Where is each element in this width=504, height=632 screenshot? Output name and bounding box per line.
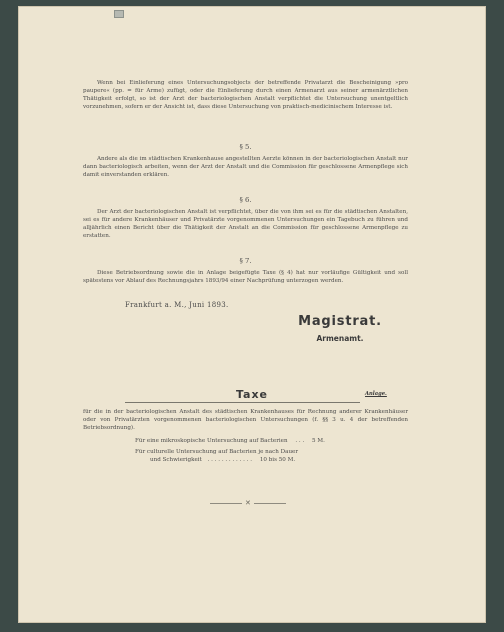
fee-row-microscopic (135, 437, 325, 445)
fee-price: 5 M. (312, 438, 325, 444)
intro-text: Wenn bei Einlieferung eines Untersuchungsobjects der betreffende Privatarzt die Bescheinigung »pro paupere« (pp. = für Arme) zufügt, oder die Einlieferung durch einen Armenarzt aus seiner armenärztlichen Thätigkeit erfolgt, so ist der Arzt der bacteriologischen Anstalt verpflichtet die Untersuchung unentgeltlich vorzunehmen, sofern er der Ansicht ist, dass diese Untersuchung von praktisch-medicinischem Interesse ist. (83, 80, 408, 111)
section-7-paragraph (83, 269, 408, 285)
ornament-line-left (210, 503, 242, 504)
date-line: Frankfurt a. M., Juni 1893. (125, 301, 229, 309)
section-5-paragraph (83, 155, 408, 179)
fee-label: und Schwierigkeit (150, 457, 202, 463)
section-6-paragraph (83, 208, 408, 240)
section-7-heading: § 7. (239, 257, 252, 265)
section-7-text: Diese Betriebsordnung sowie die in Anlage beigefügte Taxe (§ 4) hat nur vorläufige Gültigkeit und soll spätestens vor Ablauf des Rechnungsjahrs 1893/94 einer Nachprüfung unterzogen werden. (83, 270, 408, 285)
signature-title: Magistrat. (298, 314, 382, 329)
signature-subtitle: Armenamt. (316, 334, 364, 343)
section-5-heading: § 5. (239, 143, 252, 151)
ornament-line-right (254, 503, 286, 504)
anlage-label: Anlage. (365, 391, 387, 397)
section-6-heading: § 6. (239, 196, 252, 204)
intro-paragraph (83, 79, 408, 111)
section-5-text: Andere als die im städtischen Krankenhause angestellten Aerzte können in der bacteriologischen Anstalt nur dann bacteriologisch arbeiten, wenn der Arzt der Anstalt und die Commission für geschlossene Armenpflege sich damit einverstanden erklären. (83, 156, 408, 179)
section-6-text: Der Arzt der bacteriologischen Anstalt ist verpflichtet, über die von ihm sei es für die städtischen Anstalten, sei es für andere Krankenhäuser und Privatärzte vorgenommenen Untersuchungen ein Tagebuch zu führen und alljährlich einen Bericht über die Thätigkeit der Anstalt an die Commission für geschlossene Armenpflege zu erstatten. (83, 209, 408, 240)
fee-row-cultural-line1 (135, 448, 298, 456)
taxe-intro: für die in der bacteriologischen Anstalt des städtischen Krankenhauses für Rechnung anderer Krankenhäuser oder von Privatärzten vorgenommenen bacteriologischen Untersuchungen (f. §§ 3 u. 4 der betreffenden Betriebsordnung). (83, 409, 408, 432)
fee-dots: . . . . . . . . . . . . . (207, 457, 253, 463)
fee-label: Für culturelle Untersuchung auf Bacterien je nach Dauer (135, 449, 299, 455)
fee-dots: . . . (295, 438, 305, 444)
divider-rule (125, 402, 360, 403)
fee-label: Für eine mikroskopische Untersuchung auf Bacterien (135, 438, 288, 444)
fee-row-cultural-line2 (150, 456, 295, 464)
ornament-icon: ✕ (245, 499, 251, 507)
taxe-title: Taxe (235, 388, 269, 401)
fee-price: 10 bis 50 M. (259, 457, 296, 463)
binding-tab (114, 10, 124, 18)
